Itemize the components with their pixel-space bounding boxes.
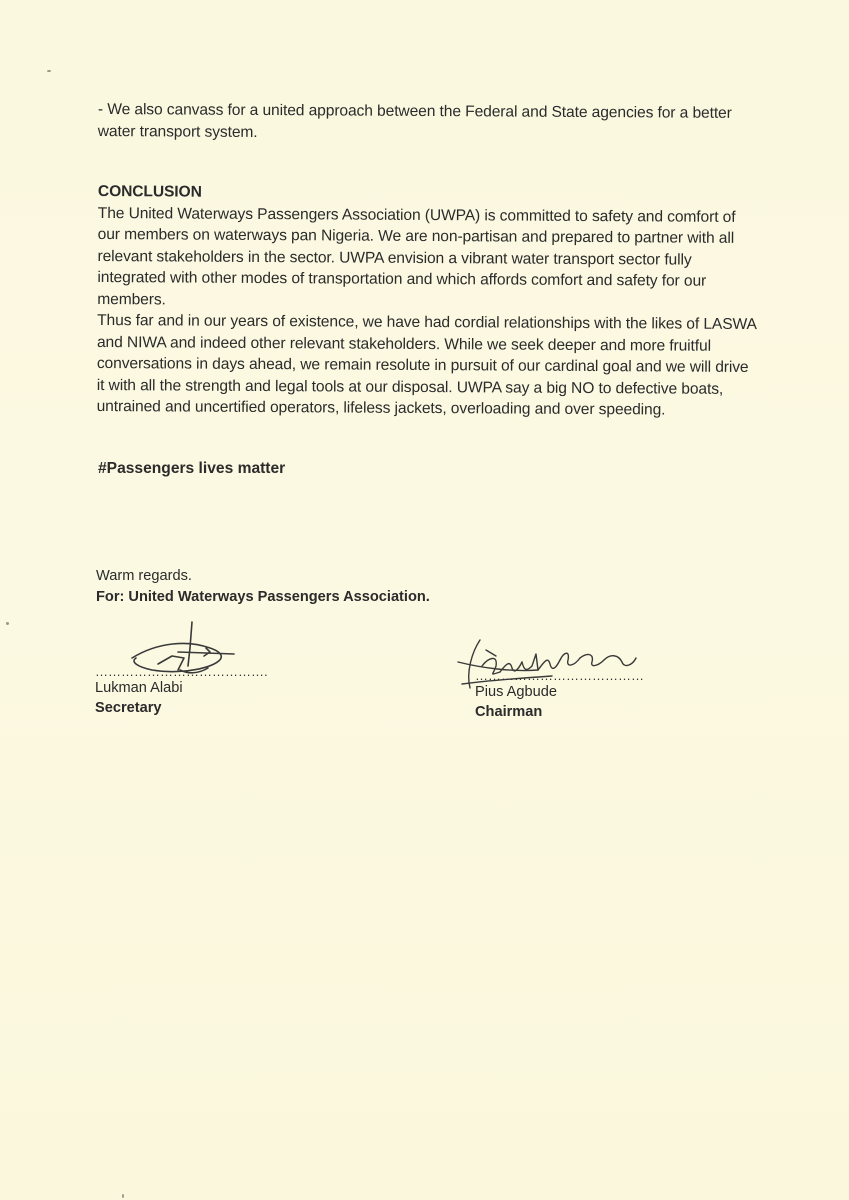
chairman-role: Chairman [475,704,543,720]
secretary-name: Lukman Alabi [95,680,183,696]
conclusion-paragraph-2: Thus far and in our years of existence, we have had cordial relationships with the likes of LASWA and NIWA and indeed other relevant stakeholders. While we seek deeper and more fruitful conversations in days ahead, we remain resolute in pursuit of our cardinal goal and we will drive it with all the strength and legal tools at our disposal. UWPA say a big NO to defective boats, untrained and uncertified operators, lifeless jackets, overloading and over speeding. [96,311,757,419]
chairman-block [475,668,644,722]
intro-paragraph: - We also canvass for a united approach between the Federal and State agencies for a better water transport system. [97,100,732,141]
scan-speck [47,70,51,72]
secretary-role: Secretary [95,700,162,716]
salutation: Warm regards. [96,568,192,584]
chairman-name: Pius Agbude [475,684,557,700]
signature-line: …………………………………. [95,664,268,679]
conclusion-heading: CONCLUSION [97,182,202,201]
conclusion-paragraph-1: The United Waterways Passengers Association (UWPA) is committed to safety and comfort of our members on waterways pan Nigeria. We are non-partisan and prepared to partner with all relevant stakeholders in the sector. UWPA envision a vibrant water transport sector fully integrated with other modes of transportation and which affords comfort and safety for our members. [97,204,736,308]
secretary-block [95,664,268,718]
conclusion-section [97,181,758,422]
closing-block [96,566,430,608]
scan-speck [6,622,9,625]
signature-line: ………………………………… [475,668,644,683]
hashtag: #Passengers lives matter [98,460,286,477]
organization-line: For: United Waterways Passengers Association. [96,589,430,605]
scan-speck [122,1194,124,1198]
